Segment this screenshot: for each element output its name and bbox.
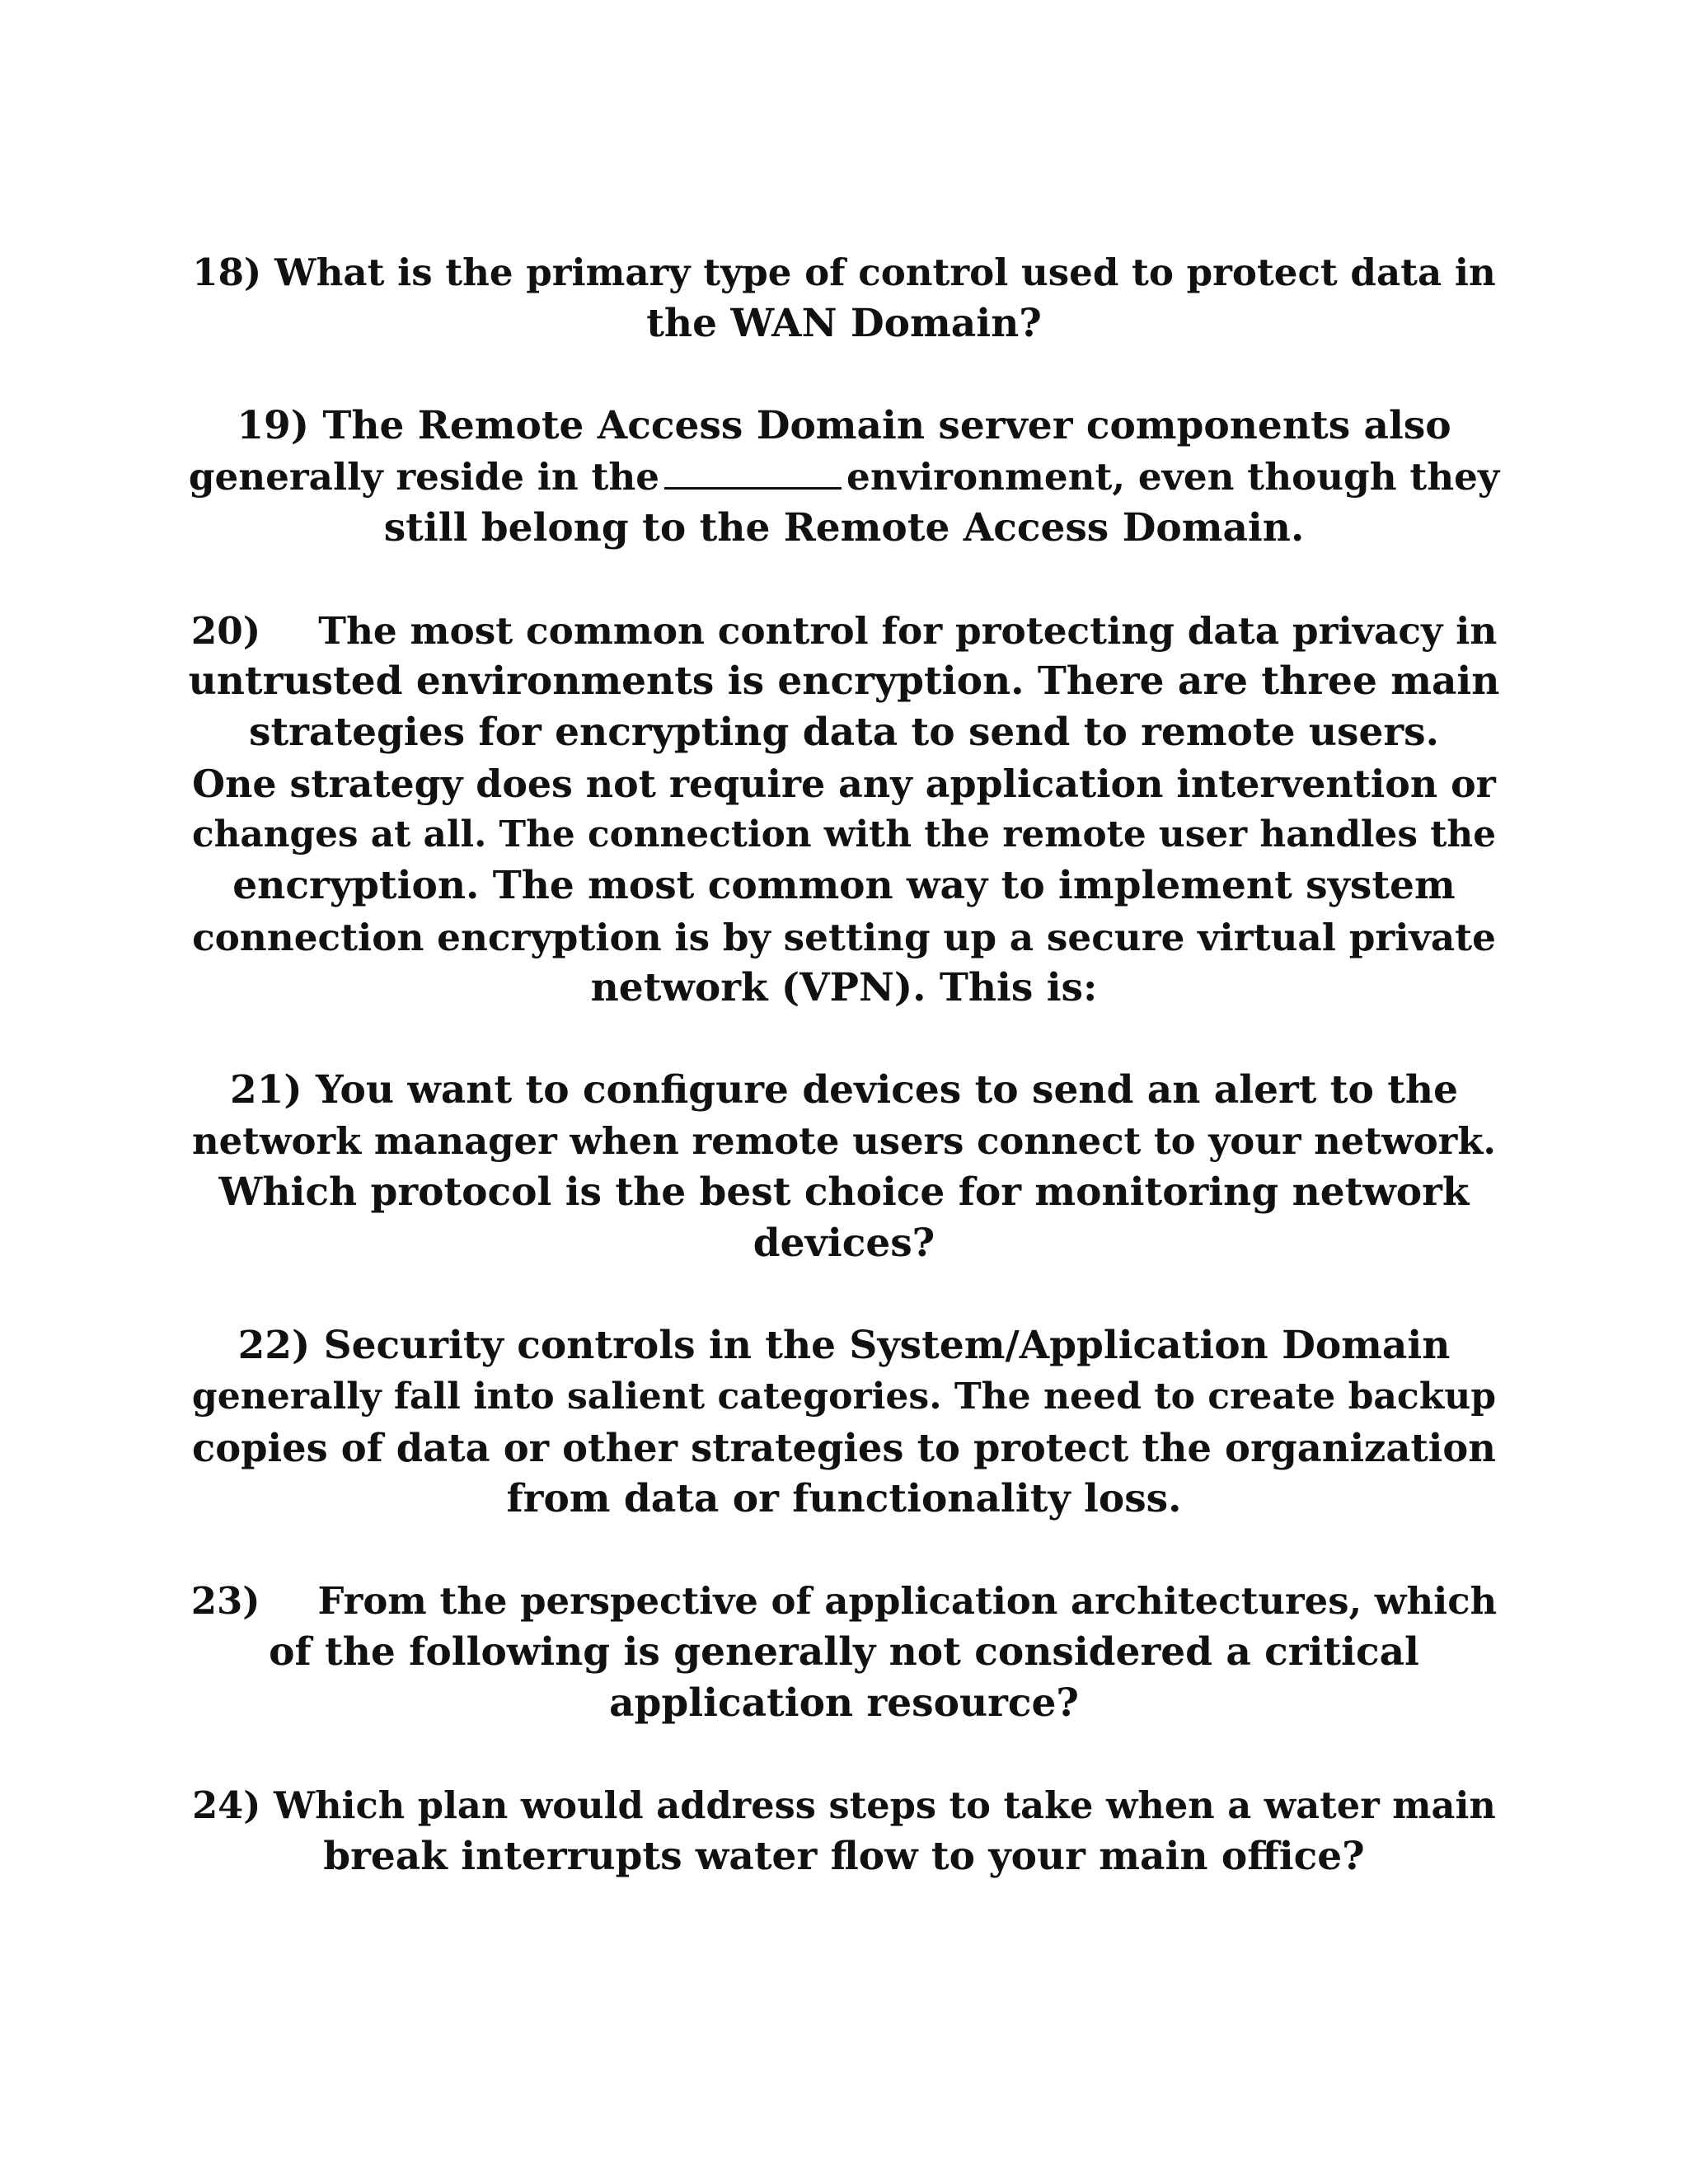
question-24-line-2: break interrupts water flow to your main office? [323, 1834, 1365, 1879]
question-23-number: 23) [190, 1579, 260, 1623]
question-20-line-7: connection encryption is by setting up a secure virtual private [192, 915, 1496, 959]
question-20-line-8: network (VPN). This is: [590, 965, 1098, 1010]
question-22-number: 22) [237, 1323, 311, 1368]
question-24-line-1: 24) Which plan would address steps to take when a water main [192, 1783, 1496, 1827]
question-19-line-2: generally reside in the environment, even though they [188, 455, 1500, 499]
question-20-number: 20) [190, 608, 261, 653]
question-20 [185, 605, 1503, 1014]
question-18-line-1: 18) What is the primary type of control used to protect data in [192, 251, 1496, 294]
question-23-line-1: 23) From the perspective of application architectures, which [190, 1579, 1498, 1623]
question-19-line-1: 19) The Remote Access Domain server components also [237, 403, 1451, 448]
question-20-line-5: changes at all. The connection with the remote user handles the [191, 813, 1497, 855]
question-20-line-1: 20) The most common control for protecting data privacy in [190, 608, 1498, 653]
fill-in-blank [664, 482, 842, 490]
question-21-line-4: devices? [753, 1221, 935, 1266]
question-20-line-3: strategies for encrypting data to send to remote users. [248, 710, 1439, 755]
question-18 [185, 247, 1503, 349]
question-22-line-3: copies of data or other strategies to protect the organization [192, 1425, 1496, 1470]
question-22-line-2: generally fall into salient categories. The need to create backup [191, 1376, 1497, 1418]
question-20-line-2: untrusted environments is encryption. There are three main [188, 658, 1500, 704]
question-22 [185, 1320, 1503, 1525]
question-22-line-1: 22) Security controls in the System/Application Domain [237, 1323, 1451, 1368]
question-23-line-2: of the following is generally not considered a critical [269, 1629, 1419, 1675]
question-20-line-4: One strategy does not require any application intervention or [192, 762, 1496, 806]
question-21-number: 21) [229, 1067, 302, 1113]
question-21 [185, 1065, 1503, 1269]
question-20-line-6: encryption. The most common way to implement system [232, 863, 1456, 908]
question-19-number: 19) [237, 403, 309, 448]
question-23 [185, 1576, 1503, 1729]
question-18-line-2: the WAN Domain? [646, 301, 1042, 346]
question-18-number: 18) [192, 251, 262, 294]
question-21-line-1: 21) You want to configure devices to send an alert to the [229, 1067, 1459, 1113]
question-22-line-4: from data or functionality loss. [506, 1476, 1182, 1521]
question-24 [185, 1780, 1503, 1882]
question-24-number: 24) [192, 1783, 261, 1827]
question-21-line-2: network manager when remote users connect to your network. [191, 1119, 1497, 1163]
question-21-line-3: Which protocol is the best choice for monitoring network [218, 1169, 1470, 1215]
question-23-line-3: application resource? [609, 1680, 1079, 1726]
question-19 [185, 401, 1503, 554]
question-19-line-3: still belong to the Remote Access Domain. [383, 505, 1305, 551]
question-list [185, 247, 1503, 1933]
